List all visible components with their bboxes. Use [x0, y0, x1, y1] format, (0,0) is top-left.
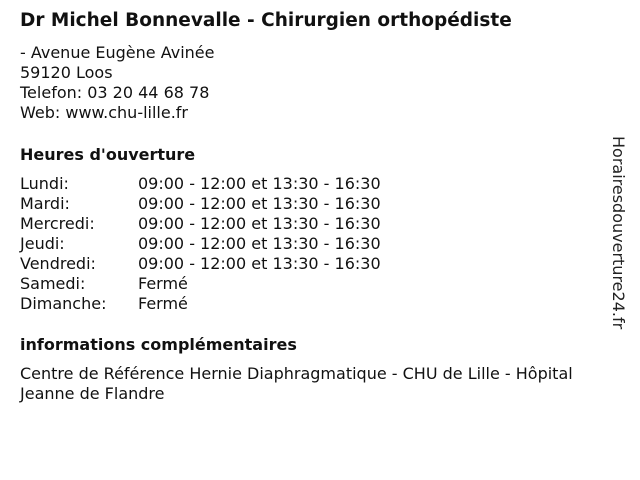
additional-info-text: Centre de Référence Hernie Diaphragmatique - CHU de Lille - Hôpital Jeanne de Flandre — [20, 364, 573, 403]
time-range: 09:00 - 12:00 et 13:30 - 16:30 — [138, 254, 381, 273]
hours-row-saturday — [20, 274, 381, 294]
time-range: 09:00 - 12:00 et 13:30 - 16:30 — [138, 234, 381, 253]
time-range: 09:00 - 12:00 et 13:30 - 16:30 — [138, 174, 381, 193]
day-label: Mardi: — [20, 194, 70, 213]
hours-row-tuesday — [20, 194, 381, 214]
hours-row-thursday — [20, 234, 381, 254]
day-label: Vendredi: — [20, 254, 96, 273]
opening-hours-list — [20, 174, 381, 314]
hours-row-friday — [20, 254, 381, 274]
day-label: Jeudi: — [20, 234, 65, 253]
website: Web: www.chu-lille.fr — [20, 103, 189, 122]
time-range: Fermé — [138, 294, 188, 313]
city: 59120 Loos — [20, 63, 113, 82]
hours-row-sunday — [20, 294, 381, 314]
day-label: Dimanche: — [20, 294, 107, 313]
watermark-text: Horairesdouverture24.fr — [609, 136, 628, 330]
day-label: Lundi: — [20, 174, 69, 193]
additional-info-heading: informations complémentaires — [20, 335, 297, 354]
hours-row-monday — [20, 174, 381, 194]
time-range: 09:00 - 12:00 et 13:30 - 16:30 — [138, 194, 381, 213]
day-label: Mercredi: — [20, 214, 95, 233]
day-label: Samedi: — [20, 274, 86, 293]
phone-number: Telefon: 03 20 44 68 78 — [20, 83, 210, 102]
time-range: 09:00 - 12:00 et 13:30 - 16:30 — [138, 214, 381, 233]
opening-hours-heading: Heures d'ouverture — [20, 145, 196, 164]
street-address: - Avenue Eugène Avinée — [20, 43, 215, 62]
address-block — [20, 43, 214, 123]
hours-row-wednesday — [20, 214, 381, 234]
page-title: Dr Michel Bonnevalle - Chirurgien orthopédiste — [20, 10, 512, 31]
time-range: Fermé — [138, 274, 188, 293]
